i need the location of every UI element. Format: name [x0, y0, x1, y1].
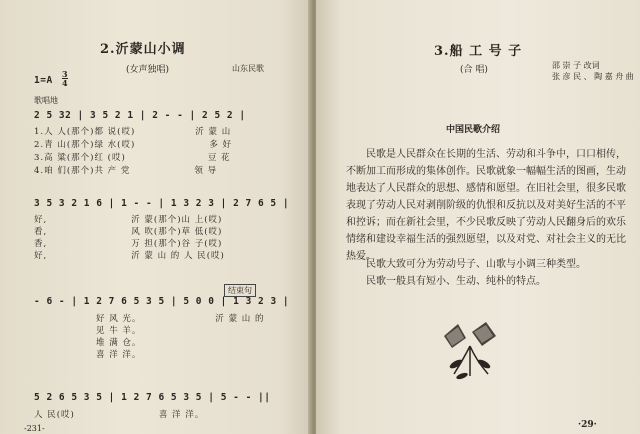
- lyrics-block-1: [34, 126, 232, 178]
- time-sig-bottom: 4: [62, 78, 68, 88]
- time-signature: [62, 70, 68, 87]
- measure: 3 5 3 2 1 6: [34, 198, 103, 209]
- paragraph: 民歌大致可分为劳动号子、山歌与小调三种类型。: [366, 259, 586, 270]
- lyric-line: 堆 满 仓。: [96, 338, 142, 348]
- lyric-line: 1.人 人(那个)都 说(哎) 沂 蒙 山: [34, 127, 232, 137]
- measure: 2 7 6 5: [233, 198, 277, 209]
- measure: 5 3 5: [133, 296, 165, 307]
- song-subtitle-right: (合 唱): [460, 65, 488, 75]
- notation-row-3: - 6 - | 1 2 7 6 5 3 5 | 5 0 0 | 1 3 2 3 |: [34, 296, 290, 307]
- lyric-line: 好 风 光。 沂 蒙 山 的: [96, 314, 265, 324]
- measure: 5 0 0: [183, 296, 215, 307]
- measure: 1 2 7 6: [83, 296, 128, 307]
- paragraph: 民歌一般具有短小、生动、纯朴的特点。: [366, 276, 546, 287]
- left-page: [0, 0, 312, 434]
- measure: 2 - -: [152, 110, 190, 121]
- lyric-line: 看, 风 吹(那个)草 低(哎): [34, 227, 223, 237]
- credit-line: 张 彦 民 、 陶 嘉 舟 曲: [552, 72, 634, 81]
- measure: - 6 -: [34, 296, 66, 307]
- lyric-line: 3.高 粱(那个)红 (哎) 豆 花: [34, 153, 231, 163]
- measure: 5 3 5: [170, 392, 203, 403]
- lyric-line: 2.青 山(那个)绿 水(哎) 多 好: [34, 140, 233, 150]
- lyric-line: 喜 洋 洋。: [96, 350, 142, 360]
- measure: 1 2 7 6: [121, 392, 165, 403]
- lyric-line: 好, 沂 蒙 山 的 人 民(哎): [34, 251, 225, 261]
- lyric-line: 喜 洋 洋。: [158, 410, 205, 420]
- ending-label: 结束句: [224, 284, 256, 297]
- flower-ornament-icon: [436, 316, 506, 382]
- page-number-right: ·29·: [578, 420, 597, 430]
- song-title-right: 3.船 工 号 子: [434, 44, 523, 59]
- song-title: 2.沂蒙山小调: [100, 42, 186, 57]
- lyric-line: 人 民(哎): [34, 410, 75, 420]
- notation-row-2: 3 5 3 2 1 6 | 1 - - | 1 3 2 3 | 2 7 6 5 |: [34, 198, 290, 209]
- measure: 5 2 6 5: [34, 392, 78, 403]
- measure: 3 5: [83, 392, 103, 403]
- measure: 2 5 2: [202, 110, 234, 121]
- lyric-line: 4.咱 们(那个)共 产 党 领 导: [34, 166, 218, 176]
- lyric-line: 香, 万 担(那个)谷 子(哎): [34, 239, 223, 249]
- lyric-line: 好, 沂 蒙(那个)山 上(哎): [34, 215, 223, 225]
- notation-row-1: 2 5 32 | 3 5 2 1 | 2 - - | 2 5 2 |: [34, 110, 246, 121]
- key-signature: 1=A: [34, 75, 53, 86]
- measure: 3 5 2 1: [90, 110, 134, 121]
- measure: 2 5 32: [34, 110, 72, 121]
- tempo-mark: 歌唱地: [34, 96, 58, 105]
- section-heading: 中国民歌介绍: [446, 125, 501, 135]
- page-number-left: -231-: [24, 424, 45, 433]
- song-origin: 山东民歌: [232, 64, 264, 73]
- lyrics-block-3: [96, 313, 265, 361]
- paragraph: 民歌是人民群众在长期的生活、劳动和斗争中，口口相传，不断加工而形成的集体创作。民歌就象一幅幅生活的图画，生动地表达了人民群众的思想、感情和愿望。在旧社会里，很多民歌表现了劳动人民对剥削阶级的仇恨和反抗以及对美好生活的不平和控诉；而在新社会里，不少民歌反映了劳动人民翻身后的欢乐情绪和建设幸福生活的强烈愿望，以及对党、对社会主义的无比热爱。: [346, 149, 626, 262]
- lyric-line: 见 牛 羊。: [96, 326, 142, 336]
- measure: 1 3 2 3: [233, 296, 277, 307]
- credit-line: 邵 崇 子 改词: [552, 61, 600, 70]
- song-credits: [552, 60, 634, 82]
- measure: 1 - -: [121, 198, 159, 209]
- lyrics-block-4: [34, 408, 204, 420]
- notation-row-4: 5 2 6 5 3 5 | 1 2 7 6 5 3 5 | 5 - - ||: [34, 392, 271, 403]
- song-subtitle: (女声独唱): [126, 65, 170, 75]
- lyrics-block-2: [34, 214, 225, 262]
- right-page: [316, 0, 640, 434]
- measure: 1 3 2 3: [170, 198, 215, 209]
- measure: 5 - -: [220, 392, 259, 403]
- time-sig-top: 3: [62, 69, 68, 79]
